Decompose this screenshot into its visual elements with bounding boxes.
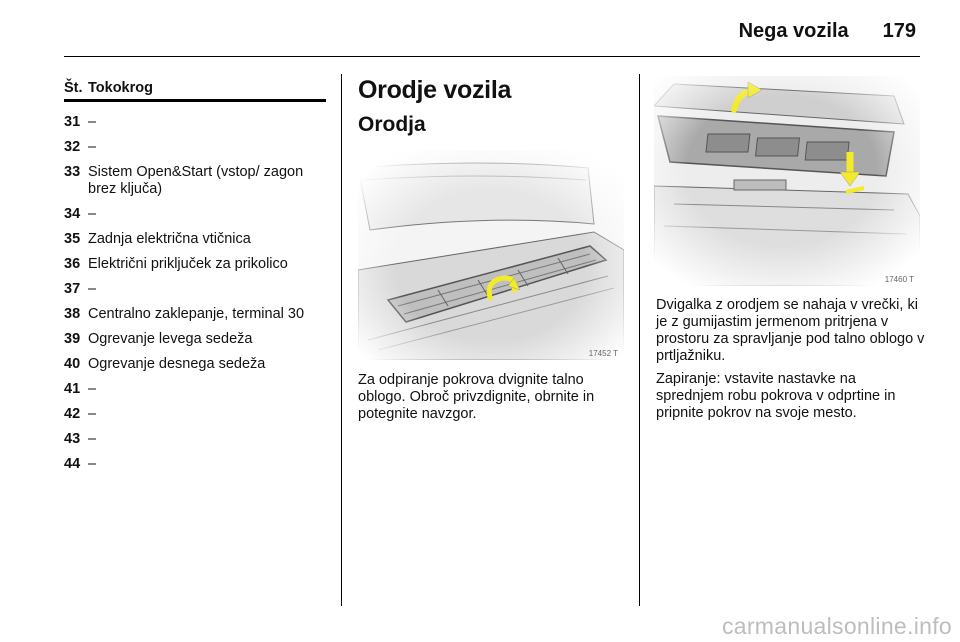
figure-floor-cover bbox=[358, 150, 624, 360]
fuse-circuit: Centralno zaklepanje, terminal 30 bbox=[88, 306, 305, 322]
table-row bbox=[64, 306, 326, 323]
table-row bbox=[64, 114, 326, 131]
section-heading: Orodje vozila bbox=[358, 76, 512, 104]
paragraph-text: Za odpiranje pokrova dvignite talno oblogo. Obroč privzdignite, obrnite in potegnite navzgor. bbox=[358, 372, 595, 422]
section-header bbox=[358, 76, 624, 137]
fuse-circuit: – bbox=[88, 139, 97, 155]
fuse-number: 35 bbox=[64, 231, 81, 247]
figure-jack-bag bbox=[654, 76, 920, 286]
fuse-circuit: Sistem Open&Start (vstop/ zagon brez ključa) bbox=[88, 164, 304, 197]
fuse-number: 38 bbox=[64, 306, 81, 322]
fuse-circuit: – bbox=[88, 281, 97, 297]
fuse-number: 34 bbox=[64, 206, 81, 222]
paragraph-jack-location: Dvigalka z orodjem se nahaja v vrečki, ki je z gumijastim jermenom pritrjena v prostoru za spravljanje pod talno oblogo v prtljažniku. bbox=[656, 297, 925, 364]
floor-cover-illustration bbox=[358, 150, 624, 360]
header-rule bbox=[64, 56, 920, 57]
fuse-table bbox=[64, 80, 326, 473]
fuse-number: 33 bbox=[64, 164, 81, 180]
table-row bbox=[64, 456, 326, 473]
column-divider-2 bbox=[639, 74, 640, 606]
fuse-circuit: – bbox=[88, 456, 97, 472]
table-row bbox=[64, 381, 326, 398]
fuse-circuit: Ogrevanje desnega sedeža bbox=[88, 356, 266, 372]
fuse-circuit: – bbox=[88, 431, 97, 447]
page-header bbox=[739, 20, 916, 43]
fuse-number: 40 bbox=[64, 356, 81, 372]
paragraphs-jack bbox=[656, 297, 926, 422]
table-row bbox=[64, 231, 326, 248]
table-row bbox=[64, 139, 326, 156]
fuse-circuit: – bbox=[88, 206, 97, 222]
table-row bbox=[64, 431, 326, 448]
table-row bbox=[64, 331, 326, 348]
section-subheading: Orodja bbox=[358, 113, 426, 136]
paragraph-open-cover bbox=[358, 372, 626, 423]
column-header-circuit: Tokokrog bbox=[88, 80, 153, 96]
fuse-table-header bbox=[64, 80, 326, 102]
fuse-circuit: Električni priključek za prikolico bbox=[88, 256, 288, 272]
fuse-circuit: – bbox=[88, 114, 97, 130]
fuse-number: 42 bbox=[64, 406, 81, 422]
fuse-number: 43 bbox=[64, 431, 81, 447]
page-title: Nega vozila bbox=[738, 20, 849, 42]
column-header-number: Št. bbox=[64, 80, 83, 96]
table-row bbox=[64, 164, 326, 198]
fuse-number: 44 bbox=[64, 456, 81, 472]
jack-bag-illustration bbox=[654, 76, 920, 286]
fuse-number: 36 bbox=[64, 256, 81, 272]
fuse-circuit: Zadnja električna vtičnica bbox=[88, 231, 251, 247]
fuse-table-rows bbox=[64, 114, 326, 473]
table-row bbox=[64, 256, 326, 273]
fuse-circuit: Ogrevanje levega sedeža bbox=[88, 331, 253, 347]
fuse-number: 37 bbox=[64, 281, 81, 297]
fuse-number: 41 bbox=[64, 381, 81, 397]
figure-number: 17460 T bbox=[884, 275, 914, 284]
table-row bbox=[64, 406, 326, 423]
paragraph-closing: Zapiranje: vstavite nastavke na sprednjem robu pokrova v odprtine in pripnite pokrov na svoje mesto. bbox=[656, 371, 896, 421]
table-row bbox=[64, 281, 326, 298]
fuse-circuit: – bbox=[88, 406, 97, 422]
watermark: carmanualsonline.info bbox=[721, 613, 952, 639]
page-number: 179 bbox=[882, 20, 916, 42]
table-row bbox=[64, 206, 326, 223]
column-divider-1 bbox=[341, 74, 342, 606]
fuse-number: 39 bbox=[64, 331, 81, 347]
fuse-circuit: – bbox=[88, 381, 97, 397]
table-row bbox=[64, 356, 326, 373]
fuse-number: 31 bbox=[64, 114, 81, 130]
fuse-number: 32 bbox=[64, 139, 81, 155]
figure-number: 17452 T bbox=[588, 349, 618, 358]
